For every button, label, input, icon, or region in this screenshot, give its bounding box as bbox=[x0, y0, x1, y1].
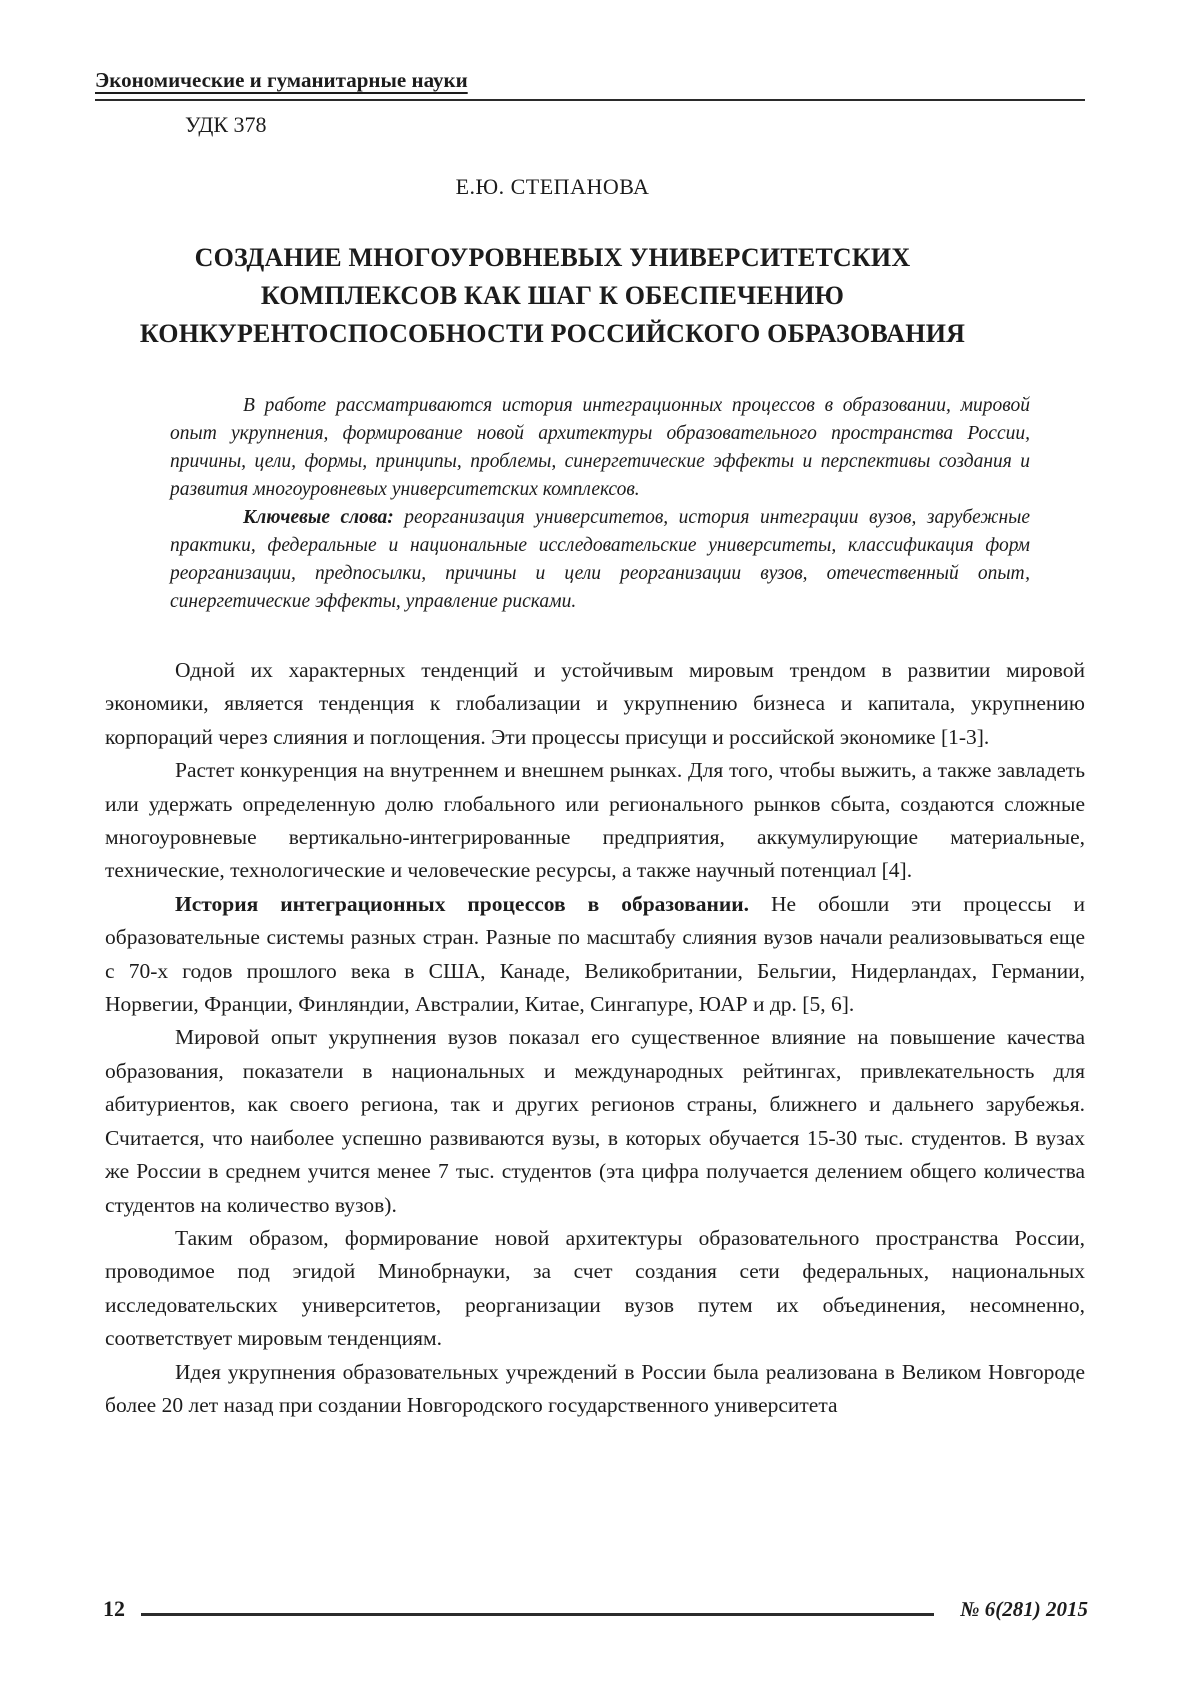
article-title bbox=[105, 239, 1000, 353]
body-paragraph bbox=[105, 888, 1085, 1022]
footer-rule bbox=[141, 1613, 934, 1616]
article-title-line: КОНКУРЕНТОСПОСОБНОСТИ РОССИЙСКОГО ОБРАЗОВАНИЯ bbox=[139, 319, 966, 348]
body-paragraph: Таким образом, формирование новой архитектуры образовательного пространства России, проводимое под эгидой Минобрнауки, за счет создания сети федеральных, национальных исследовательских университетов, реорганизации вузов путем их объединения, несомненно, соответствует мировым тенденциям. bbox=[105, 1225, 1085, 1351]
author-line: Е.Ю. СТЕПАНОВА bbox=[455, 174, 650, 199]
body-paragraph: Идея укрупнения образовательных учреждений в России была реализована в Великом Новгороде более 20 лет назад при создании Новгородского государственного университета bbox=[105, 1359, 1085, 1417]
body-paragraph: Одной их характерных тенденций и устойчивым мировым трендом в развитии мировой экономики, является тенденция к глобализации и укрупнению бизнеса и капитала, укрупнению корпораций через слияния и поглощения. Эти процессы присущи и российской экономике [1-3]. bbox=[105, 658, 1085, 749]
article-title-line: СОЗДАНИЕ МНОГОУРОВНЕВЫХ УНИВЕРСИТЕТСКИХ bbox=[194, 243, 911, 272]
running-header bbox=[95, 68, 1085, 101]
page-number: 12 bbox=[103, 1596, 125, 1621]
abstract-block bbox=[170, 392, 1030, 616]
page-footer bbox=[103, 1596, 1088, 1622]
body-paragraph: Мировой опыт укрупнения вузов показал его существенное влияние на повышение качества образования, показатели в национальных и международных рейтингах, привлекательность для абитуриентов, как своего региона, так и других регионов страны, ближнего и дальнего зарубежья. Считается, что наиболее успешно развиваются вузы, в которых обучается 15-30 тыс. студентов. В вузах же России в среднем учится менее 7 тыс. студентов (эта цифра получается делением общего количества студентов на количество вузов). bbox=[105, 1025, 1085, 1217]
article-title-line: КОМПЛЕКСОВ КАК ШАГ К ОБЕСПЕЧЕНИЮ bbox=[260, 281, 845, 310]
issue-number: № 6(281) 2015 bbox=[960, 1597, 1088, 1621]
keywords-text: реорганизация университетов, история интеграции вузов, зарубежные практики, федеральные и национальные исследовательские университеты, классификация форм реорганизации, предпосылки, причины и цели реорганизации вузов, отечественный опыт, синергетические эффекты, управление рисками. bbox=[170, 507, 1031, 612]
keywords-paragraph bbox=[170, 504, 1030, 616]
body-paragraph-text: Не обошли эти процессы и образовательные системы разных стран. Разные по масштабу слияния вузов начали реализовываться еще с 70-х годов прошлого века в США, Канаде, Великобритании, Бельгии, Нидерландах, Германии, Норвегии, Франции, Финляндии, Австралии, Китае, Сингапуре, ЮАР и др. [5, 6]. bbox=[105, 891, 1085, 1017]
udk-code: УДК 378 bbox=[185, 112, 267, 137]
section-run-in-heading: История интеграционных процессов в образовании. bbox=[175, 891, 750, 916]
journal-title: Экономические и гуманитарные науки bbox=[95, 68, 468, 92]
body-paragraph: Растет конкуренция на внутреннем и внешнем рынках. Для того, чтобы выжить, а также завладеть или удержать определенную долю глобального или регионального рынков сбыта, создаются сложные многоуровневые вертикально-интегрированные предприятия, аккумулирующие материальные, технические, технологические и человеческие ресурсы, а также научный потенциал [4]. bbox=[105, 758, 1085, 883]
article-body bbox=[105, 654, 1085, 1594]
keywords-label: Ключевые слова: bbox=[243, 507, 394, 528]
abstract-paragraph: В работе рассматриваются история интеграционных процессов в образовании, мировой опыт укрупнения, формирование новой архитектуры образовательного пространства России, причины, цели, формы, принципы, проблемы, синергетические эффекты и перспективы создания и развития многоуровневых университетских комплексов. bbox=[170, 395, 1030, 500]
